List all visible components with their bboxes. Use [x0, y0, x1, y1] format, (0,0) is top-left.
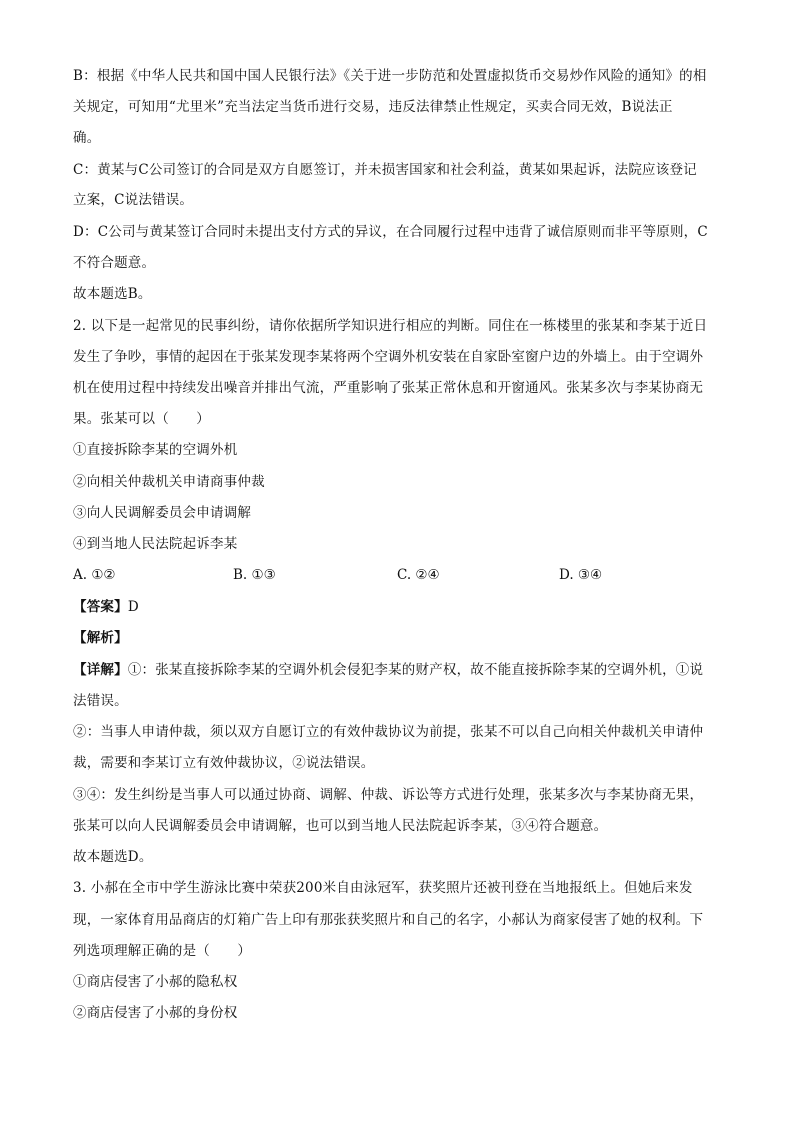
- answer-row: [73, 597, 723, 617]
- question-2-stem-line-2: 发生了争吵，事情的起因在于张某发现李某将两个空调外机安装在自家卧室窗户边的外墙上。由于空调外: [73, 349, 704, 365]
- question-2-statement-2: ②向相关仲裁机关申请商事仲裁: [73, 474, 265, 490]
- question-2-statement-3: ③向人民调解委员会申请调解: [73, 505, 252, 521]
- explanation-d-line-1: D：C公司与黄某签订合同时未提出支付方式的异议，在合同履行过程中违背了诚信原则而非平等原则，C: [73, 224, 708, 240]
- question-2-option-d: D. ③④: [559, 567, 603, 583]
- question-3-stem-line-2: 现，一家体育用品商店的灯箱广告上印有那张获奖照片和自己的名字，小郝认为商家侵害了她的权利。下: [73, 912, 704, 928]
- explanation-b-line-3: 确。: [73, 130, 101, 146]
- conclusion-q1: 故本题选B。: [73, 286, 152, 302]
- question-2-statement-1: ①直接拆除李某的空调外机: [73, 442, 238, 458]
- question-2-option-c: C. ②④: [397, 567, 440, 583]
- answer-label: 【答案】: [73, 599, 128, 615]
- conclusion-q2: 故本题选D。: [73, 849, 153, 865]
- explanation-c-line-1: C：黄某与C公司签订的合同是双方自愿签订，并未损害国家和社会利益，黄某如果起诉，法院应该登记: [73, 162, 697, 178]
- detail-1-text: ①：张某直接拆除李某的空调外机会侵犯李某的财产权，故不能直接拆除李某的空调外机，①说: [127, 662, 704, 678]
- explanation-b-line-2: 关规定，可知用“尤里米”充当法定当货币进行交易，违反法律禁止性规定，买卖合同无效，B说法正: [73, 99, 673, 115]
- question-3-statement-1: ①商店侵害了小郝的隐私权: [73, 974, 238, 990]
- answer-value: D: [127, 599, 139, 615]
- detail-3-line-1: ③④：发生纠纷是当事人可以通过协商、调解、仲裁、诉讼等方式进行处理，张某多次与李某协商无果，: [73, 787, 704, 803]
- explanation-d-line-2: 不符合题意。: [73, 255, 156, 271]
- question-3-stem-line-3: 列选项理解正确的是（ ）: [73, 943, 252, 959]
- analysis-label: 【解析】: [73, 630, 128, 646]
- detail-label: 【详解】: [73, 662, 128, 678]
- detail-2-line-2: 裁，需要和李某订立有效仲裁协议，②说法错误。: [73, 755, 375, 771]
- explanation-c-line-2: 立案，C说法错误。: [73, 192, 194, 208]
- detail-1-line-1: [73, 660, 723, 680]
- question-2-stem-line-4: 果。张某可以（ ）: [73, 411, 210, 427]
- question-3-statement-2: ②商店侵害了小郝的身份权: [73, 1005, 238, 1021]
- question-2-statement-4: ④到当地人民法院起诉李某: [73, 536, 238, 552]
- detail-1-line-2: 法错误。: [73, 693, 128, 709]
- question-2-stem-line-1: 2. 以下是一起常见的民事纠纷，请你依据所学知识进行相应的判断。同住在一栋楼里的张某和李某于近日: [73, 318, 708, 334]
- question-3-stem-line-1: 3. 小郝在全市中学生游泳比赛中荣获200米自由泳冠军，获奖照片还被刊登在当地报纸上。但她后来发: [73, 880, 693, 896]
- detail-3-line-2: 张某可以向人民调解委员会申请调解，也可以到当地人民法院起诉李某，③④符合题意。: [73, 818, 608, 834]
- question-2-stem-line-3: 机在使用过程中持续发出噪音并排出气流，严重影响了张某正常休息和开窗通风。张某多次与李某协商无: [73, 380, 704, 396]
- explanation-b-line-1: B：根据《中华人民共和国中国人民银行法》《关于进一步防范和处置虚拟货币交易炒作风险的通知》的相: [73, 68, 707, 84]
- question-2-option-a: A. ①②: [73, 567, 116, 583]
- question-2-option-b: B. ①③: [233, 567, 276, 583]
- detail-2-line-1: ②：当事人申请仲裁，须以双方自愿订立的有效仲裁协议为前提，张某不可以自己向相关仲裁机关申请仲: [73, 724, 704, 740]
